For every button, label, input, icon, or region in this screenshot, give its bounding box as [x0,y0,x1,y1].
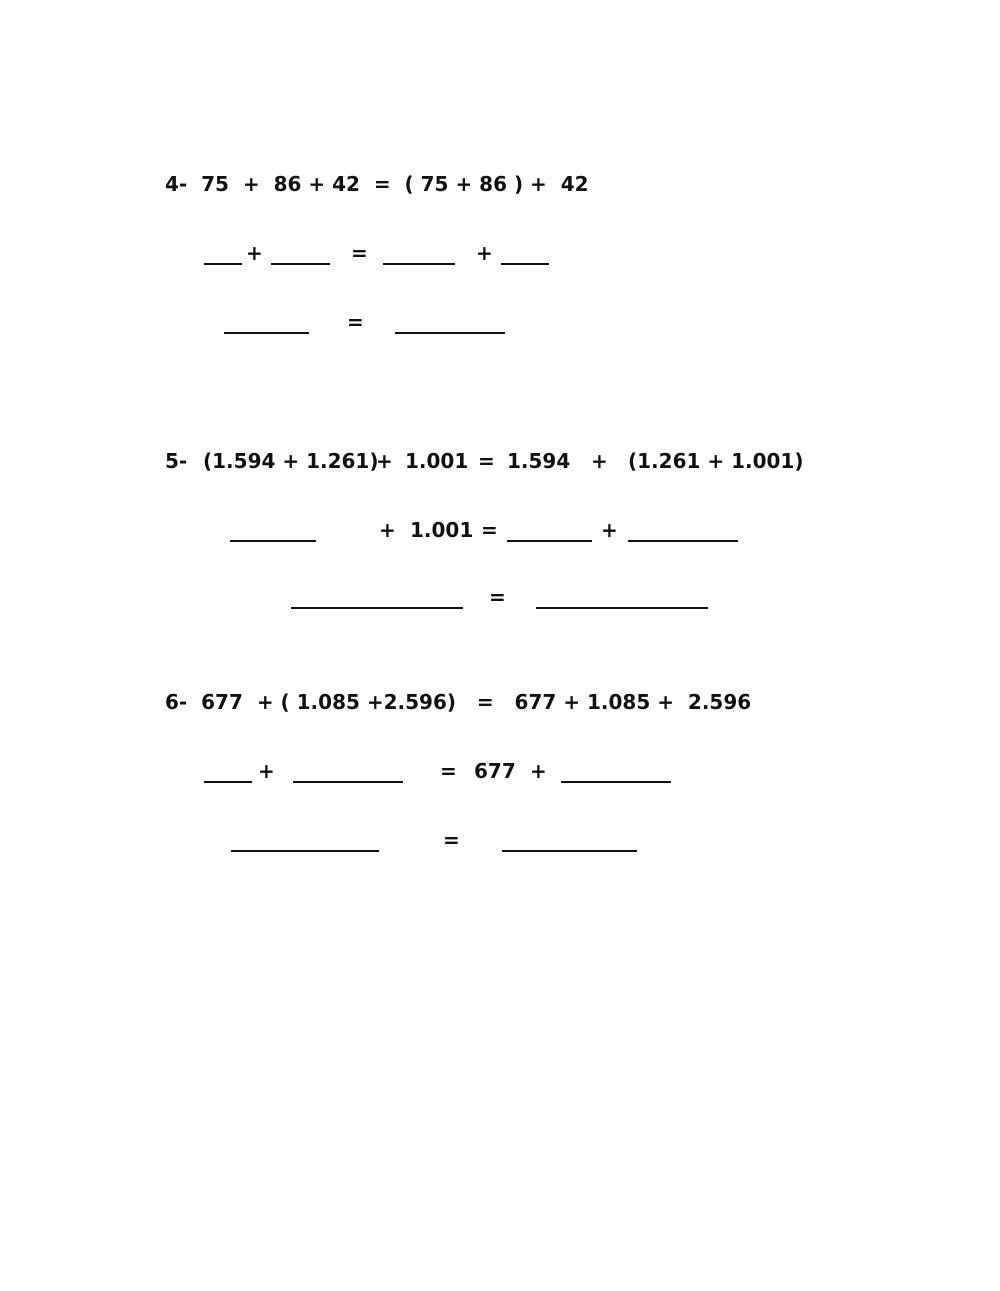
plus-sign: + [376,449,393,473]
answer-blank[interactable] [271,263,330,265]
expression-group: (1.594 + 1.261) [203,449,379,473]
equals-sign: = [440,759,457,783]
number-value: 1.001 [405,449,469,473]
plus-sign: + [379,518,396,542]
answer-blank[interactable] [383,263,455,265]
equals-sign: = [478,449,495,473]
answer-blank[interactable] [507,540,592,542]
answer-blank[interactable] [501,263,549,265]
equals-sign: = [347,310,364,334]
problem-6-equation: 6- 677 + ( 1.085 +2.596) = 677 + 1.085 + 2.596 [165,690,752,714]
answer-blank[interactable] [561,781,671,783]
equals-sign: = [481,518,498,542]
answer-blank[interactable] [291,607,463,609]
number-value: 1.594 [507,449,571,473]
plus-sign: + [591,449,608,473]
expression-group: (1.261 + 1.001) [628,449,804,473]
plus-sign: + [601,518,618,542]
plus-sign: + [476,241,493,265]
answer-blank[interactable] [502,850,637,852]
answer-blank[interactable] [204,263,242,265]
plus-sign: + [530,759,547,783]
number-value: 1.001 [410,518,474,542]
equals-sign: = [351,241,368,265]
equals-sign: = [489,585,506,609]
problem-4-equation: 4- 75 + 86 + 42 = ( 75 + 86 ) + 42 [165,172,589,196]
answer-blank[interactable] [230,540,316,542]
answer-blank[interactable] [628,540,738,542]
problem-number: 5- [165,449,188,473]
answer-blank[interactable] [395,332,505,334]
answer-blank[interactable] [204,781,252,783]
number-value: 677 [474,759,516,783]
equals-sign: = [443,828,460,852]
answer-blank[interactable] [293,781,403,783]
plus-sign: + [258,759,275,783]
plus-sign: + [246,241,263,265]
answer-blank[interactable] [224,332,309,334]
answer-blank[interactable] [231,850,379,852]
answer-blank[interactable] [536,607,708,609]
